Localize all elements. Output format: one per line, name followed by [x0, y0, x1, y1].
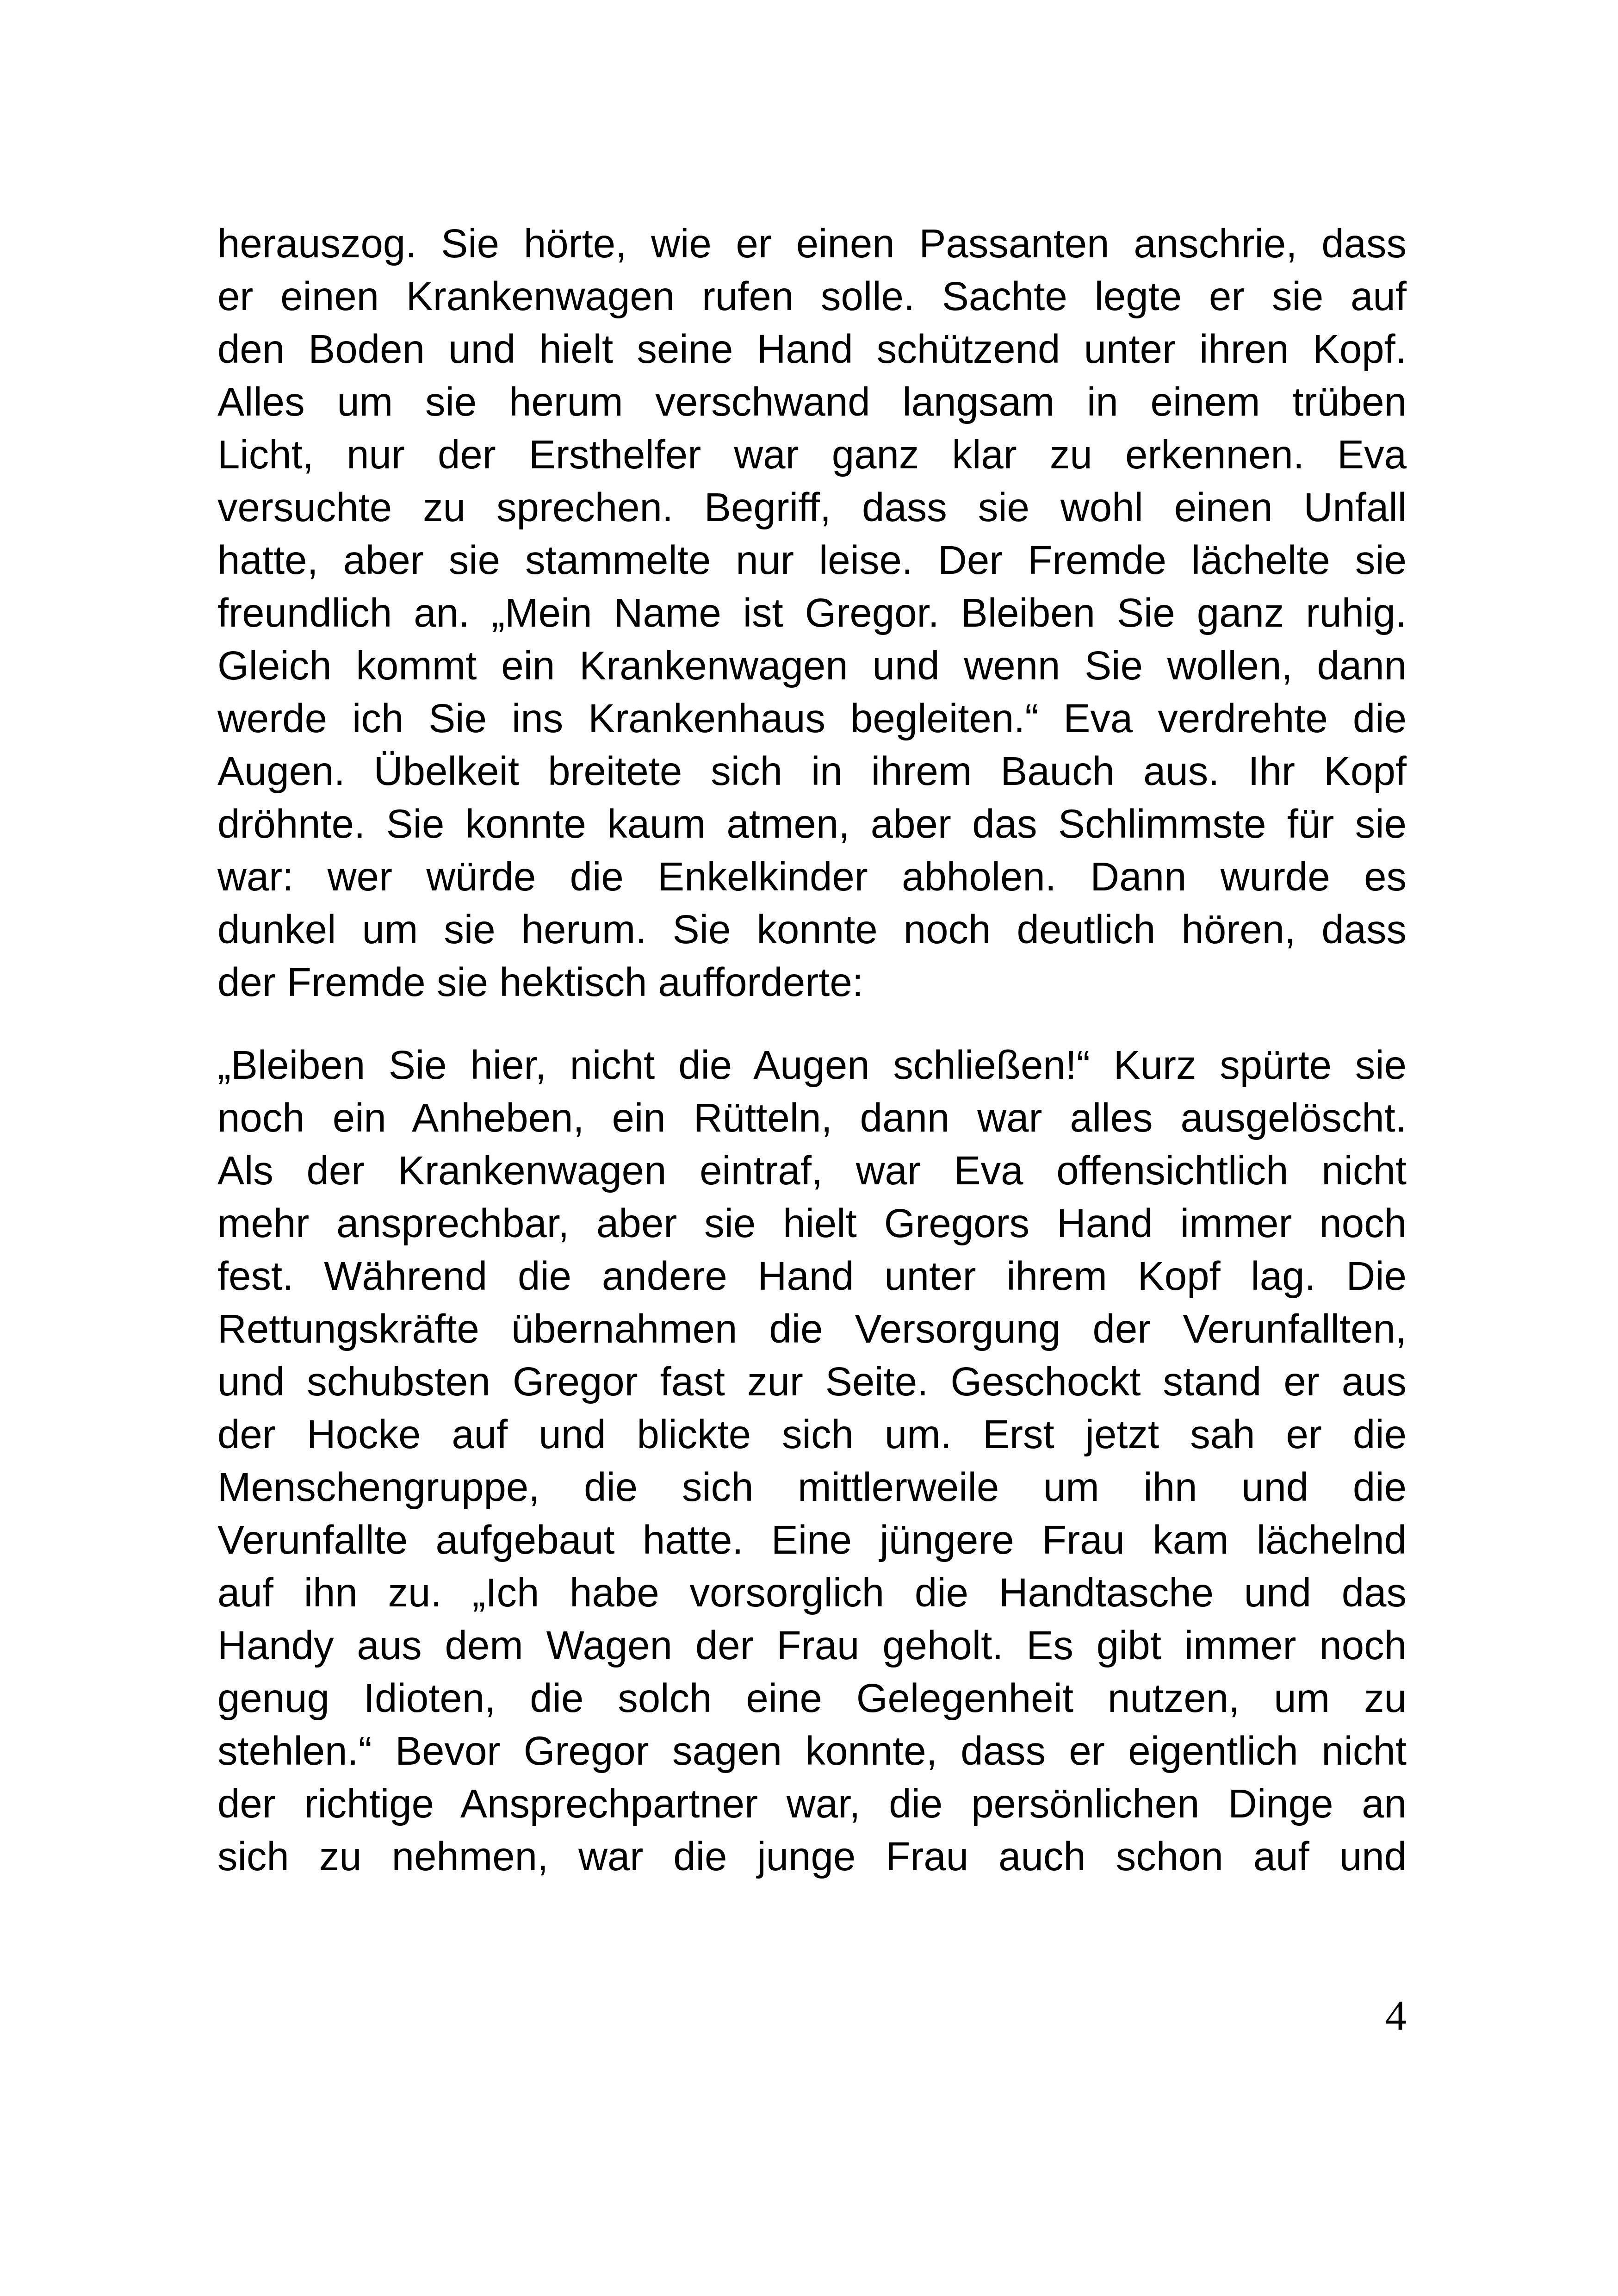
text-line: Rettungskräfte übernahmen die Versorgung der Verunfallten, — [217, 1307, 1407, 1351]
text-line: Augen. Übelkeit breitete sich in ihrem Bauch aus. Ihr Kopf — [217, 749, 1407, 794]
page-number: 4 — [1385, 1992, 1407, 2039]
text-line: der richtige Ansprechpartner war, die persönlichen Dinge an — [217, 1781, 1407, 1826]
text-line: er einen Krankenwagen rufen solle. Sachte legte er sie auf — [217, 274, 1407, 319]
text-line: fest. Während die andere Hand unter ihrem Kopf lag. Die — [217, 1254, 1407, 1299]
text-line: Handy aus dem Wagen der Frau geholt. Es gibt immer noch — [217, 1623, 1407, 1668]
text-line: dunkel um sie herum. Sie konnte noch deutlich hören, dass — [217, 907, 1407, 952]
text-line: hatte, aber sie stammelte nur leise. Der Fremde lächelte sie — [217, 538, 1407, 583]
text-line: Gleich kommt ein Krankenwagen und wenn Sie wollen, dann — [217, 643, 1407, 688]
text-line: werde ich Sie ins Krankenhaus begleiten.“ Eva verdrehte die — [217, 696, 1407, 741]
text-line: freundlich an. „Mein Name ist Gregor. Bleiben Sie ganz ruhig. — [217, 591, 1407, 635]
text-line: sich zu nehmen, war die junge Frau auch schon auf und — [217, 1834, 1407, 1879]
paragraph-2 — [217, 1039, 1407, 1883]
text-line: auf ihn zu. „Ich habe vorsorglich die Handtasche und das — [217, 1570, 1407, 1615]
text-line: stehlen.“ Bevor Gregor sagen konnte, dass er eigentlich nicht — [217, 1729, 1407, 1773]
text-line: mehr ansprechbar, aber sie hielt Gregors Hand immer noch — [217, 1201, 1407, 1246]
text-line: und schubsten Gregor fast zur Seite. Geschockt stand er aus — [217, 1359, 1407, 1404]
text-line: der Fremde sie hektisch aufforderte: — [217, 960, 863, 1005]
text-line: „Bleiben Sie hier, nicht die Augen schließen!“ Kurz spürte sie — [217, 1043, 1407, 1088]
text-line: der Hocke auf und blickte sich um. Erst jetzt sah er die — [217, 1412, 1407, 1457]
text-line: Als der Krankenwagen eintraf, war Eva offensichtlich nicht — [217, 1148, 1407, 1193]
text-line: genug Idioten, die solch eine Gelegenheit nutzen, um zu — [217, 1676, 1407, 1721]
paragraph-1 — [217, 218, 1407, 1009]
text-line: Licht, nur der Ersthelfer war ganz klar zu erkennen. Eva — [217, 432, 1407, 477]
text-line: den Boden und hielt seine Hand schützend unter ihren Kopf. — [217, 327, 1407, 372]
text-line: Menschengruppe, die sich mittlerweile um ihn und die — [217, 1465, 1407, 1510]
text-line: Verunfallte aufgebaut hatte. Eine jüngere Frau kam lächelnd — [217, 1518, 1407, 1562]
text-line: war: wer würde die Enkelkinder abholen. Dann wurde es — [217, 854, 1407, 899]
text-line: Alles um sie herum verschwand langsam in einem trüben — [217, 380, 1407, 424]
text-line: dröhnte. Sie konnte kaum atmen, aber das Schlimmste für sie — [217, 802, 1407, 846]
text-line: herauszog. Sie hörte, wie er einen Passanten anschrie, dass — [217, 221, 1407, 266]
text-line: versuchte zu sprechen. Begriff, dass sie wohl einen Unfall — [217, 485, 1407, 530]
text-line: noch ein Anheben, ein Rütteln, dann war alles ausgelöscht. — [217, 1095, 1407, 1140]
